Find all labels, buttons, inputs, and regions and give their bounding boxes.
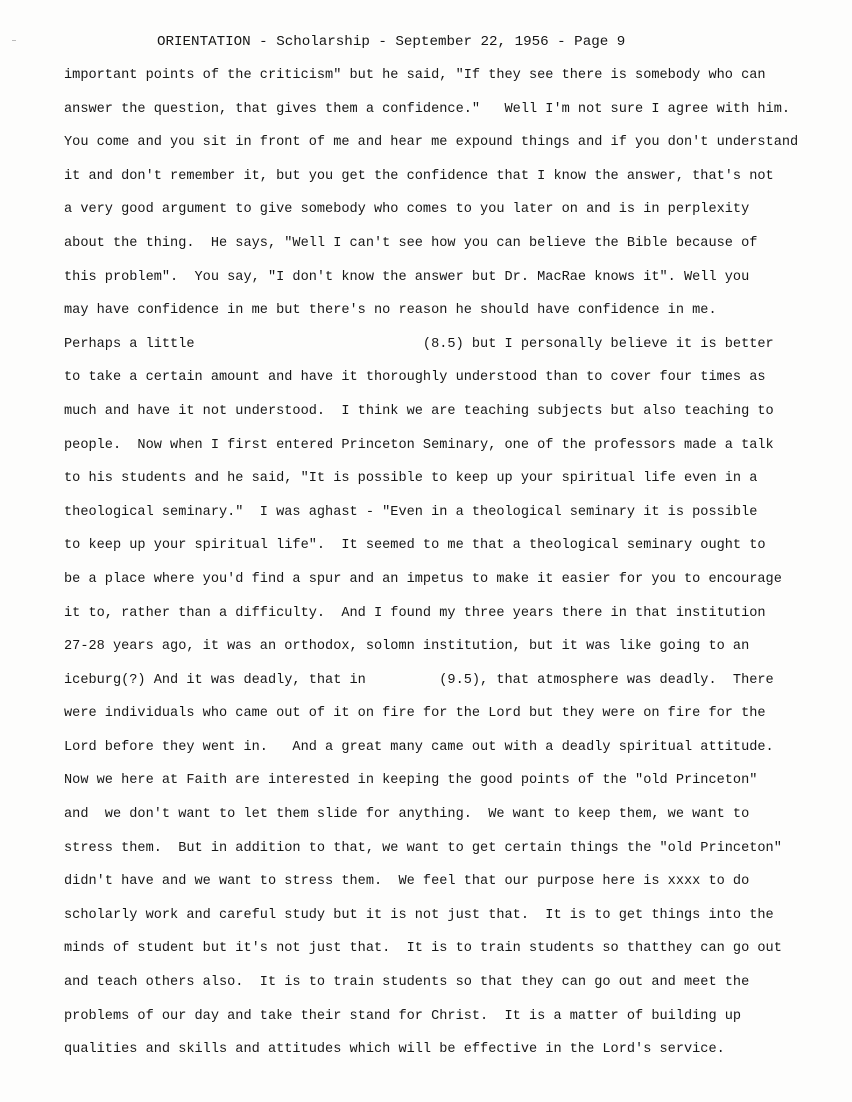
text-line: people. Now when I first entered Princeton Seminary, one of the professors made a talk	[64, 437, 774, 453]
text-line: much and have it not understood. I think we are teaching subjects but also teaching to	[64, 403, 774, 419]
text-line: 27-28 years ago, it was an orthodox, solomn institution, but it was like going to an	[64, 639, 750, 655]
text-line: important points of the criticism" but he said, "If they see there is somebody who can	[64, 68, 766, 83]
margin-mark	[12, 40, 16, 41]
text-line: qualities and skills and attitudes which will be effective in the Lord's service.	[64, 1042, 725, 1058]
text-line: scholarly work and careful study but it is not just that. It is to get things into the	[64, 907, 774, 923]
text-line: didn't have and we want to stress them. We feel that our purpose here is xxxx to do	[64, 874, 750, 890]
text-line: to take a certain amount and have it thoroughly understood than to cover four times as	[64, 370, 766, 386]
text-line: and we don't want to let them slide for anything. We want to keep them, we want to	[64, 807, 750, 823]
text-line: Now we here at Faith are interested in keeping the good points of the "old Princeton"	[64, 773, 758, 789]
text-line: a very good argument to give somebody who comes to you later on and is in perplexity	[64, 202, 750, 218]
body-text	[64, 66, 844, 1074]
text-line: You come and you sit in front of me and hear me expound things and if you don't understand	[64, 135, 799, 151]
text-line: may have confidence in me but there's no reason he should have confidence in me.	[64, 303, 717, 319]
text-line: be a place where you'd find a spur and an impetus to make it easier for you to encourage	[64, 571, 782, 587]
text-line: iceburg(?) And it was deadly, that in (9.5), that atmosphere was deadly. There	[64, 672, 774, 688]
text-line: answer the question, that gives them a confidence." Well I'm not sure I agree with him.	[64, 101, 791, 117]
page-header: ORIENTATION - Scholarship - September 22, 1956 - Page 9	[157, 34, 626, 50]
text-line: to keep up your spiritual life". It seemed to me that a theological seminary ought to	[64, 538, 766, 554]
text-line: to his students and he said, "It is possible to keep up your spiritual life even in a	[64, 471, 758, 487]
text-line: theological seminary." I was aghast - "Even in a theological seminary it is possible	[64, 504, 758, 520]
text-line: Perhaps a little (8.5) but I personally believe it is better	[64, 336, 774, 352]
text-line: it and don't remember it, but you get the confidence that I know the answer, that's not	[64, 168, 774, 184]
text-line: stress them. But in addition to that, we want to get certain things the "old Princeton"	[64, 840, 782, 856]
text-line: and teach others also. It is to train students so that they can go out and meet the	[64, 975, 750, 991]
text-line: minds of student but it's not just that. It is to train students so thatthey can go out	[64, 941, 782, 957]
text-line: about the thing. He says, "Well I can't see how you can believe the Bible because of	[64, 235, 758, 251]
text-line: it to, rather than a difficulty. And I found my three years there in that institution	[64, 605, 766, 621]
text-line: problems of our day and take their stand for Christ. It is a matter of building up	[64, 1008, 742, 1024]
text-line: were individuals who came out of it on fire for the Lord but they were on fire for the	[64, 706, 766, 722]
text-line: this problem". You say, "I don't know the answer but Dr. MacRae knows it". Well you	[64, 269, 750, 285]
text-line: Lord before they went in. And a great many came out with a deadly spiritual attitude.	[64, 739, 774, 755]
